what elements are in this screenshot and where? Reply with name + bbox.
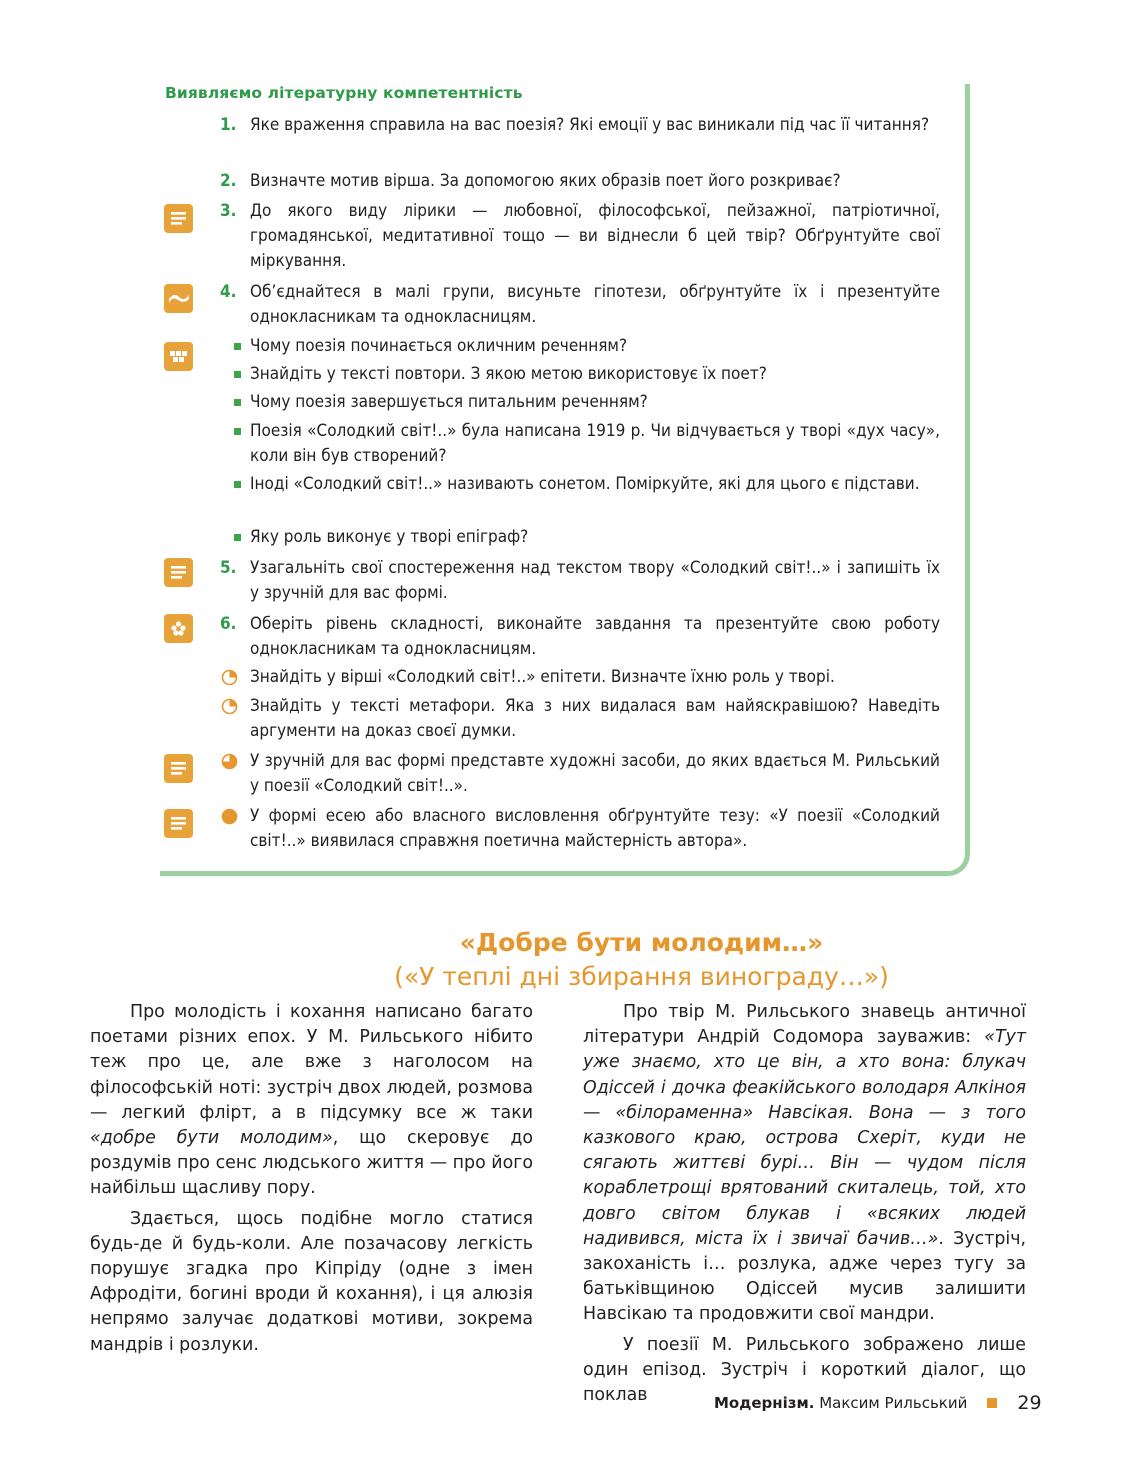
task-text: До якого виду лірики — любовної, філософської, пейзажної, патріотичної, громадянської, медитативної тощо — ви віднесли б цей твір? Обґрунтуйте свої міркування. [250, 201, 940, 271]
text-run: , що скеровує до роздумів про сенс людського життя — про його найбільш щасливу пору. [90, 1128, 533, 1199]
full-circle-icon [221, 808, 238, 825]
task-text: Об’єднайтеся в малі групи, висуньте гіпотези, обґрунтуйте їх і презентуйте однокласникам та однокласницям. [250, 282, 940, 327]
paragraph [90, 1000, 533, 1202]
footer-author: Максим Рильський [819, 1394, 968, 1412]
right-column [583, 1000, 1026, 1408]
task-item [220, 199, 940, 274]
notes-icon [164, 558, 193, 587]
footer-section: Модернізм. [714, 1394, 815, 1412]
section-subtitle: («У теплі дні збирання винограду…») [394, 962, 889, 991]
italic-quote: «добре бути молодим» [90, 1128, 333, 1149]
task-item [220, 113, 940, 138]
text-run: . Зустріч, закоханість і… розлука, адже через тугу за батьківщиною Одіссей мусив залишити Навсікаю та продовжити свої мандри. [583, 1228, 1026, 1325]
bullet-item [250, 390, 940, 415]
level-text: Знайдіть у тексті метафори. Яка з них видалася вам найяскравішою? Наведіть аргументи на доказ своєї думки. [250, 696, 940, 741]
text-run: Про твір М. Рильського знавець античної літератури Андрій Содомора зауважив: [583, 1002, 1026, 1048]
page-footer [714, 1391, 1042, 1415]
section-title: «Добре бути молодим…» [459, 928, 824, 957]
page-number: 29 [1017, 1392, 1042, 1414]
bullet-text: Іноді «Солодкий світ!..» називають сонетом. Поміркуйте, які для цього є підстави. [250, 474, 920, 494]
level-item [250, 804, 940, 854]
level-text: Знайдіть у вірші «Солодкий світ!..» епітети. Визначте їхню роль у творі. [250, 667, 835, 687]
text-run: Про молодість і кохання написано багато поетами різних епох. У М. Рильського нібито теж про це, але вже з наголосом на філософській ноті: зустріч двох людей, розмова — легкий флірт, а в підсумку все ж таки [90, 1002, 533, 1123]
task-item [220, 556, 940, 606]
task-number: 3. [220, 201, 237, 221]
level-item [250, 694, 940, 744]
task-text: Оберіть рівень складності, виконайте завдання та презентуйте свою роботу однокласникам та однокласницям. [250, 614, 940, 659]
footer-square-icon [987, 1398, 997, 1408]
quarter-circle-icon [221, 669, 238, 686]
task-text: Яке враження справила на вас поезія? Які емоції у вас виникали під час її читання? [250, 115, 930, 135]
task-text: Узагальніть свої спостереження над текстом твору «Солодкий світ!..» і запишіть їх у зручній для вас формі. [250, 558, 940, 603]
task-box-title: Виявляємо літературну компетентність [165, 84, 523, 102]
levels-icon [164, 614, 193, 643]
level-text: У формі есею або власного висловлення обґрунтуйте тезу: «У поезії «Солодкий світ!..» виявилася справжня поетична майстерність автора». [250, 806, 940, 851]
bullet-marker [234, 343, 241, 350]
italic-quote: «Тут уже знаємо, хто це він, а хто вона: блукач Одіссей і дочка феакійського володаря Алкіноя — «білораменна» Навсікая. Вона — з того казкового краю, острова Схеріт, куди не сягають життєві бурі… Він — чудом після кораблетрощі врятований скиталець, той, хто довго світом блукав і «всяких людей надивився, міста їх і звичаї бачив…» [583, 1027, 1026, 1249]
group-work-icon [164, 284, 193, 313]
paragraph [583, 1000, 1026, 1328]
bullet-marker [234, 534, 241, 541]
bullet-item [250, 362, 940, 387]
level-item [250, 749, 940, 799]
bullet-text: Поезія «Солодкий світ!..» була написана 1919 р. Чи відчувається у творі «дух часу», коли він був створений? [250, 421, 940, 466]
bullet-text: Яку роль виконує у творі епіграф? [250, 527, 529, 547]
task-item [220, 169, 940, 194]
bullet-item [250, 334, 940, 359]
bullet-item [250, 419, 940, 469]
level-item [250, 665, 940, 690]
task-number: 6. [220, 614, 237, 634]
three-quarter-circle-icon [221, 753, 238, 770]
notes-icon [164, 204, 193, 233]
bullet-item [250, 525, 940, 550]
level-text: У зручній для вас формі представте художні засоби, до яких вдається М. Рильський у поезії «Солодкий світ!..». [250, 751, 940, 796]
paragraph: У поезії М. Рильського зображено лише один епізод. Зустріч і короткий діалог, що поклав [583, 1334, 1026, 1406]
paragraph: Здається, щось подібне могло статися будь-де й будь-коли. Але позачасову легкість порушує згадка про Кіпріду (одне з імен Афродіти, богині вроди й кохання), і ця алюзія непрямо залучає додаткові мотиви, зокрема мандрів і розлуки. [90, 1208, 533, 1355]
bullet-text: Чому поезія завершується питальним реченням? [250, 392, 648, 412]
task-number: 2. [220, 171, 237, 191]
task-number: 4. [220, 282, 237, 302]
notes-icon [164, 809, 193, 838]
bullet-marker [234, 371, 241, 378]
bullet-item [250, 472, 940, 497]
bullet-marker [234, 399, 241, 406]
task-item [220, 280, 940, 330]
notes-icon [164, 754, 193, 783]
bullet-marker [234, 428, 241, 435]
task-number: 5. [220, 558, 237, 578]
task-number: 1. [220, 115, 237, 135]
task-text: Визначте мотив вірша. За допомогою яких образів поет його розкриває? [250, 171, 841, 191]
bullet-text: Знайдіть у тексті повтори. З якою метою використовує їх поет? [250, 364, 767, 384]
task-item [220, 612, 940, 662]
quarter-circle-icon [221, 698, 238, 715]
bullet-text: Чому поезія починається окличним реченням? [250, 336, 628, 356]
bullet-marker [234, 481, 241, 488]
pairs-icon [164, 342, 193, 371]
left-column [90, 1000, 533, 1358]
